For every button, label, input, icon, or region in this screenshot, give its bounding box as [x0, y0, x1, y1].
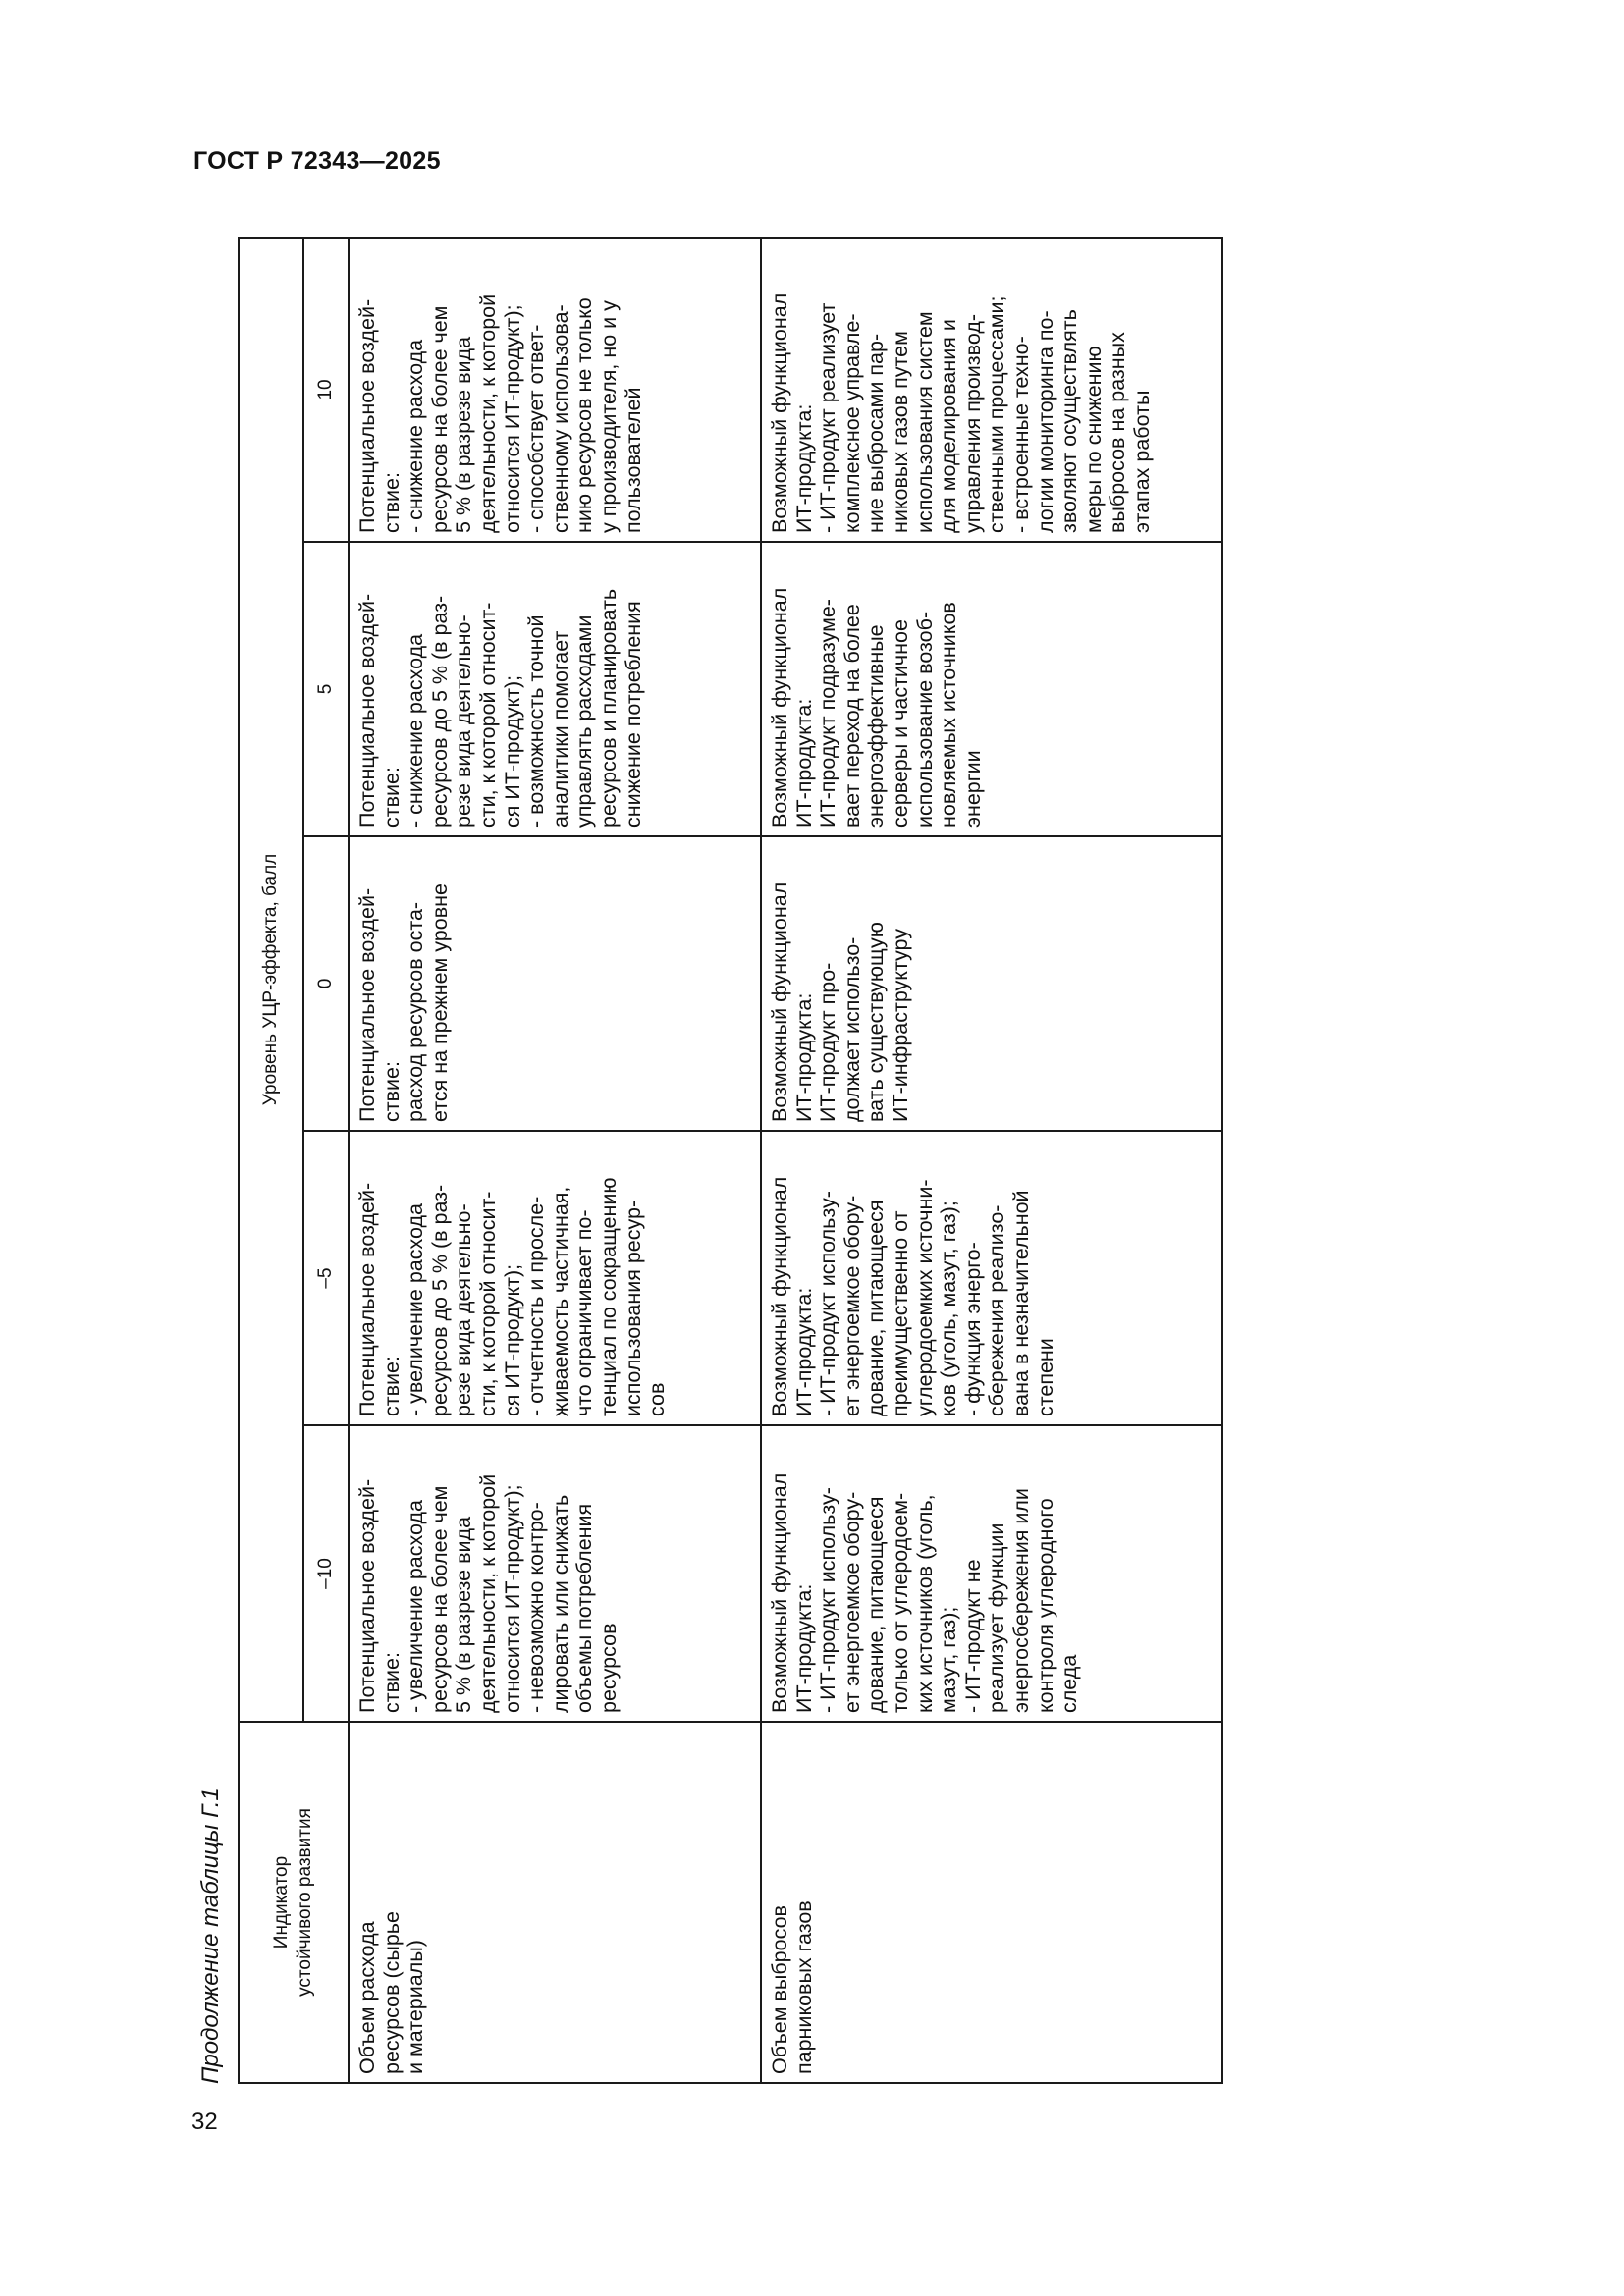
table-cell: Потенциальное воздей- ствие: расход ресурсов оста- ется на прежнем уровне: [349, 836, 761, 1131]
header-level-0: 0: [303, 836, 349, 1131]
row-indicator: Объем расхода ресурсов (сырье и материалы): [349, 1722, 761, 2083]
header-level-minus10: –10: [303, 1425, 349, 1722]
header-level-5: 5: [303, 542, 349, 836]
table-cell: Потенциальное воздей- ствие: - увеличение расхода ресурсов на более чем 5 % (в разрезе вида деятельности, к которой относится ИТ-продукт); - невозможно контро- лировать или снижать объемы потребления ресурсов: [349, 1425, 761, 1722]
page-number: 32: [191, 2109, 218, 2135]
table-row: [761, 238, 1222, 2083]
table-cell: Потенциальное воздей- ствие: - увеличение расхода ресурсов до 5 % (в раз- резе вида деятельно- сти, к которой относит- ся ИТ-продукт); - отчетность и просле- живаемость частичная, что ограничивает по- тенциал по сокращению использования ресур- сов: [349, 1131, 761, 1425]
indicator-table: [238, 237, 1223, 2084]
row-indicator: Объем выбросов парниковых газов: [761, 1722, 1222, 2083]
table-cell: Потенциальное воздей- ствие: - снижение расхода ресурсов на более чем 5 % (в разрезе вида деятельности, к которой относится ИТ-продукт); - способствует ответ- ственному использова- нию ресурсов не только у производителя, но и у пользователей: [349, 238, 761, 542]
header-indicator: Индикатор устойчивого развития: [239, 1722, 349, 2083]
document-id: ГОСТ Р 72343—2025: [193, 147, 441, 175]
table-cell: Возможный функционал ИТ-продукта: ИТ-продукт подразуме- вает переход на более энергоэффективные серверы и частичное использование возоб- новляемых источников энергии: [761, 542, 1222, 836]
table-caption: Продолжение таблицы Г.1: [197, 1788, 224, 2084]
table-cell: Потенциальное воздей- ствие: - снижение расхода ресурсов до 5 % (в раз- резе вида деятельно- сти, к которой относит- ся ИТ-продукт); - возможность точной аналитики помогает управлять расходами ресурсов и планировать снижение потребления: [349, 542, 761, 836]
header-level-10: 10: [303, 238, 349, 542]
header-level-minus5: –5: [303, 1131, 349, 1425]
table-header-row: [239, 238, 303, 2083]
table-cell: Возможный функционал ИТ-продукта: - ИТ-продукт использу- ет энергоемкое обору- дование, питающееся только от углеродоем- ких источников (уголь, мазут, газ); - ИТ-продукт не реализует функции энергосбережения или контроля углеродного следа: [761, 1425, 1222, 1722]
header-level-group: Уровень УЦР-эффекта, балл: [239, 238, 303, 1722]
rotated-table-block: [194, 239, 1186, 2084]
table-row: [349, 238, 761, 2083]
table-cell: Возможный функционал ИТ-продукта: - ИТ-продукт реализует комплексное управле- ние выбросами пар- никовых газов путем использования систем для моделирования и управления производ- ственными процессами; - встроенные техно- логии мониторинга по- зволяют осуществлять меры по снижению выбросов на разных этапах работы: [761, 238, 1222, 542]
table-cell: Возможный функционал ИТ-продукта: - ИТ-продукт использу- ет энергоемкое обору- дование, питающееся преимущественно от углеродоемких источни- ков (уголь, мазут, газ); - функция энерго- сбережения реализо- вана в незначительной степени: [761, 1131, 1222, 1425]
table-cell: Возможный функционал ИТ-продукта: ИТ-продукт про- должает использо- вать существующую ИТ-инфраструктуру: [761, 836, 1222, 1131]
